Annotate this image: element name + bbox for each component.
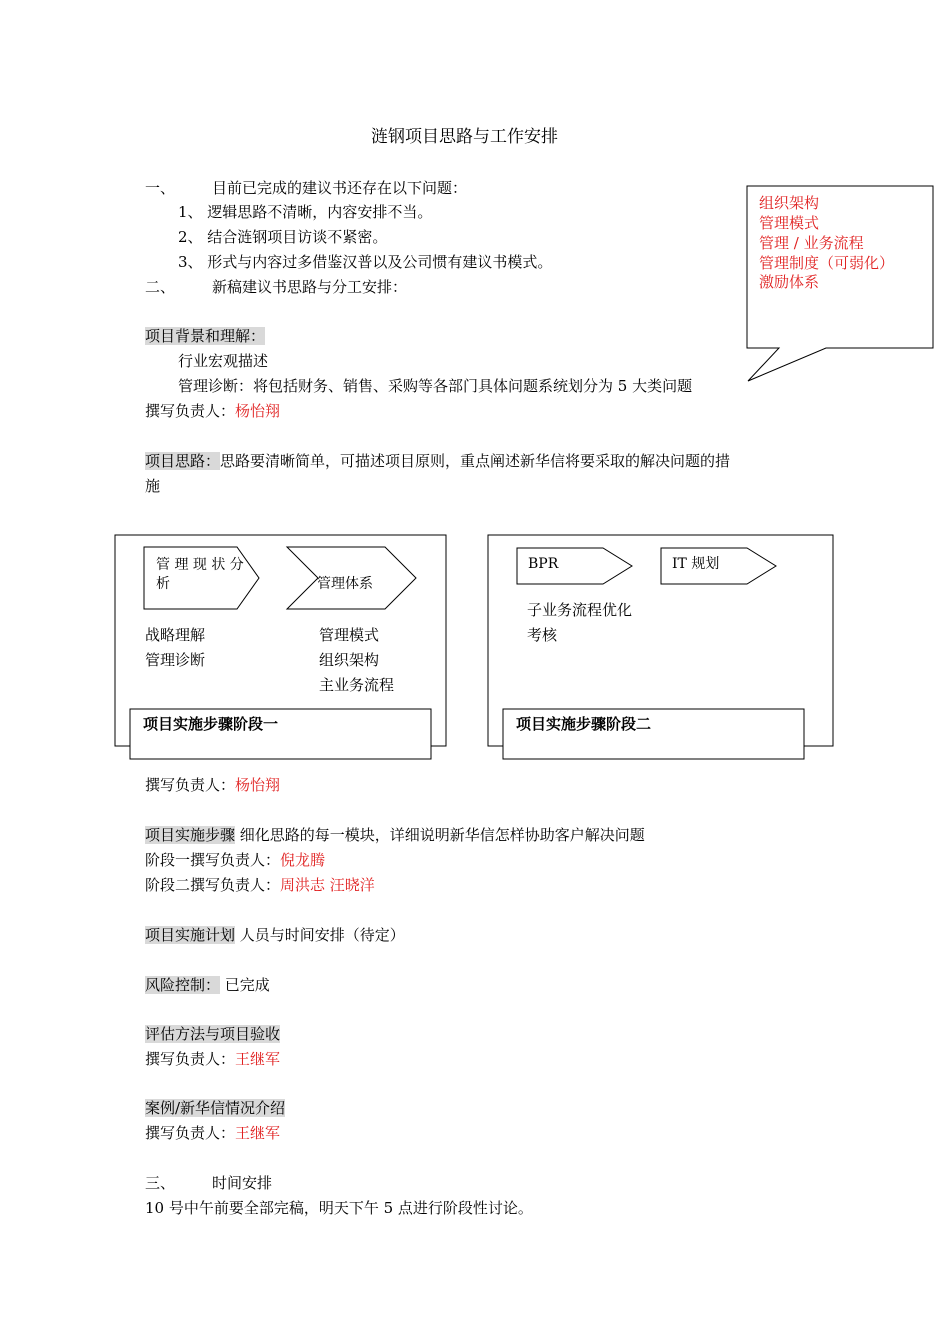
section3-text: 时间安排 <box>212 1174 273 1192</box>
issue-item: 2、 结合涟钢项目访谈不紧密。 <box>178 228 388 246</box>
stage1-chevron2-label: 管理体系 <box>317 576 373 592</box>
background-line1: 行业宏观描述 <box>178 352 269 370</box>
writer-name: 王继军 <box>235 1124 281 1142</box>
steps-writer2 <box>145 875 375 895</box>
plan-paragraph <box>145 925 405 945</box>
risk-heading: 风险控制： <box>145 976 221 994</box>
writer-label: 撰写负责人： <box>145 1050 236 1068</box>
approach-text: 思路要清晰简单，可描述项目原则，重点阐述新华信将要采取的解决问题的措 <box>220 452 731 470</box>
risk-paragraph <box>145 975 270 995</box>
cases-writer <box>145 1123 280 1143</box>
stage2-chevron2-label: IT 规划 <box>672 556 720 572</box>
approach-writer <box>145 775 280 795</box>
stage1-chevron1-label: 管 理 现 状 分 <box>156 557 244 573</box>
stage1-left-item: 管理诊断 <box>145 651 206 669</box>
background-heading <box>145 326 265 346</box>
callout-line: 管理模式 <box>759 214 820 232</box>
writer-name: 倪龙腾 <box>280 851 326 869</box>
approach-paragraph <box>145 451 730 471</box>
issue-item: 3、 形式与内容过多借鉴汉普以及公司惯有建议书模式。 <box>178 253 553 271</box>
plan-text: 人员与时间安排（待定） <box>235 926 405 944</box>
stage2-item: 子业务流程优化 <box>527 601 633 619</box>
evaluation-writer <box>145 1049 280 1069</box>
callout-line: 管理 / 业务流程 <box>759 234 864 252</box>
evaluation-heading <box>145 1024 280 1044</box>
background-line2: 管理诊断：将包括财务、销售、采购等各部门具体问题系统划分为 5 大类问题 <box>178 377 693 395</box>
stage1-right-item: 管理模式 <box>319 626 380 644</box>
final-note: 10 号中午前要全部完稿，明天下午 5 点进行阶段性讨论。 <box>145 1199 533 1217</box>
section3-number: 三、 <box>145 1174 176 1192</box>
stage1-chevron1-label-cont: 析 <box>156 576 170 592</box>
steps-paragraph <box>145 825 645 845</box>
evaluation-heading-text: 评估方法与项目验收 <box>145 1025 281 1043</box>
steps-writer1 <box>145 850 325 870</box>
writer-name: 周洪志 汪晓洋 <box>280 876 375 894</box>
writer-name: 王继军 <box>235 1050 281 1068</box>
stage1-right-item: 主业务流程 <box>319 676 395 694</box>
risk-text: 已完成 <box>220 976 270 994</box>
cases-heading-text: 案例/新华信情况介绍 <box>145 1099 286 1117</box>
issue-item: 1、 逻辑思路不清晰，内容安排不当。 <box>178 203 433 221</box>
stage1-label: 项目实施步骤阶段一 <box>143 715 279 733</box>
section1-text: 目前已完成的建议书还存在以下问题： <box>212 179 468 197</box>
section2-text: 新稿建议书思路与分工安排： <box>212 278 408 296</box>
writer-label: 撰写负责人： <box>145 776 236 794</box>
stage2-chevron1-label: BPR <box>528 556 559 572</box>
background-heading-text: 项目背景和理解： <box>145 327 266 345</box>
steps-heading: 项目实施步骤 <box>145 826 236 844</box>
approach-heading: 项目思路： <box>145 452 221 470</box>
writer-name: 杨怡翔 <box>235 776 281 794</box>
writer-name: 杨怡翔 <box>235 402 281 420</box>
writer-label: 阶段一撰写负责人： <box>145 851 281 869</box>
section1-number: 一、 <box>145 179 176 197</box>
cases-heading <box>145 1098 285 1118</box>
stage1-left-item: 战略理解 <box>145 626 206 644</box>
stage2-item: 考核 <box>527 626 558 644</box>
callout-line: 管理制度（可弱化） <box>759 254 895 272</box>
writer-label: 撰写负责人： <box>145 1124 236 1142</box>
section2-number: 二、 <box>145 278 176 296</box>
writer-label: 阶段二撰写负责人： <box>145 876 281 894</box>
background-writer <box>145 401 280 421</box>
approach-text-cont: 施 <box>145 477 161 495</box>
steps-text: 细化思路的每一模块，详细说明新华信怎样协助客户解决问题 <box>235 826 645 844</box>
stage1-right-item: 组织架构 <box>319 651 380 669</box>
stage2-label: 项目实施步骤阶段二 <box>516 715 652 733</box>
plan-heading: 项目实施计划 <box>145 926 236 944</box>
callout-line: 组织架构 <box>759 194 820 212</box>
writer-label: 撰写负责人： <box>145 402 236 420</box>
page-title: 涟钢项目思路与工作安排 <box>371 127 558 147</box>
callout-line: 激励体系 <box>759 273 820 291</box>
